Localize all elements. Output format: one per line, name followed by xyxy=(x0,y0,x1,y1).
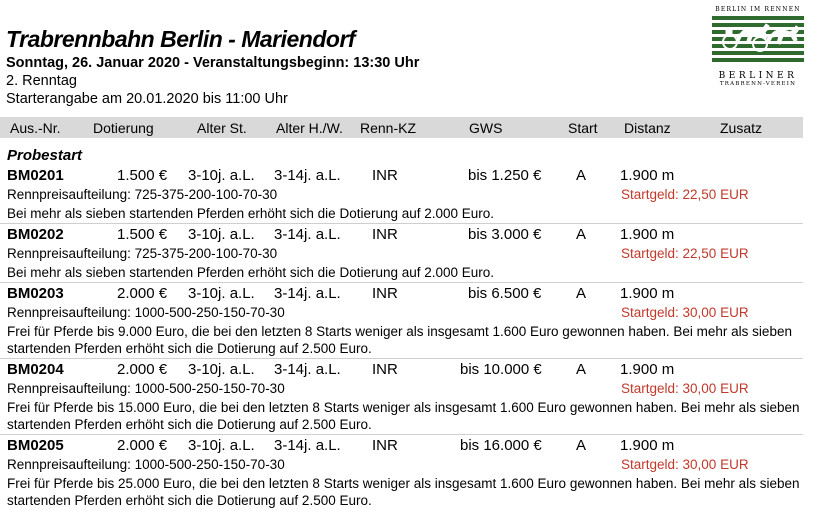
race-nr: BM0203 xyxy=(7,285,64,302)
race-start: A xyxy=(576,437,587,454)
race-preisaufteilung: Rennpreisaufteilung: 725-375-200-100-70-30 xyxy=(7,187,278,202)
col-header-alter-st: Alter St. xyxy=(197,120,247,136)
race-row xyxy=(0,226,803,281)
race-description: Frei für Pferde bis 25.000 Euro, die bei den letzten 8 Starts weniger als insgesamt 1.600 Euro gewonnen haben. Bei mehr als sieben startenden Pferden erhöht sich die Dotierung auf 2.500 Euro. xyxy=(7,476,800,508)
column-header-row xyxy=(0,117,803,138)
starterangabe-line: Starterangabe am 20.01.2020 bis 11:00 Uhr xyxy=(6,91,288,107)
race-startgeld: Startgeld: 22,50 EUR xyxy=(621,187,749,202)
race-renn-kz: INR xyxy=(372,226,398,243)
btv-logo xyxy=(712,6,804,102)
race-preisaufteilung: Rennpreisaufteilung: 1000-500-250-150-70-30 xyxy=(7,381,285,396)
race-description: Bei mehr als sieben startenden Pferden erhöht sich die Dotierung auf 2.000 Euro. xyxy=(7,265,495,280)
race-renn-kz: INR xyxy=(372,167,398,184)
race-description: Frei für Pferde bis 9.000 Euro, die bei den letzten 8 Starts weniger als insgesamt 1.600 Euro gewonnen haben. Bei mehr als sieben startenden Pferden erhöht sich die Dotierung auf 2.500 Euro. xyxy=(7,324,792,356)
col-header-ausnr: Aus.-Nr. xyxy=(10,120,61,136)
race-alter-st: 3-10j. a.L. xyxy=(188,361,255,378)
race-alter-hw: 3-14j. a.L. xyxy=(274,285,341,302)
race-start: A xyxy=(576,361,587,378)
row-divider xyxy=(0,434,803,435)
race-distanz: 1.900 m xyxy=(620,167,675,184)
row-divider xyxy=(0,282,803,283)
race-dotierung: 1.500 € xyxy=(117,226,168,243)
race-dotierung: 2.000 € xyxy=(117,285,168,302)
col-header-renn-kz: Renn-KZ xyxy=(360,120,417,136)
race-gws: bis 1.250 € xyxy=(468,167,542,184)
section-label: Probestart xyxy=(7,147,83,164)
race-row xyxy=(0,285,803,357)
race-preisaufteilung: Rennpreisaufteilung: 1000-500-250-150-70-30 xyxy=(7,305,285,320)
logo-main-text: BERLINER xyxy=(718,71,798,81)
race-alter-hw: 3-14j. a.L. xyxy=(274,226,341,243)
race-nr: BM0205 xyxy=(7,437,64,454)
race-distanz: 1.900 m xyxy=(620,437,675,454)
row-divider xyxy=(0,223,803,224)
race-startgeld: Startgeld: 30,00 EUR xyxy=(621,457,749,472)
race-preisaufteilung: Rennpreisaufteilung: 725-375-200-100-70-30 xyxy=(7,246,278,261)
race-distanz: 1.900 m xyxy=(620,285,675,302)
logo-top-text: BERLIN IM RENNEN xyxy=(715,6,801,13)
race-renn-kz: INR xyxy=(372,437,398,454)
race-nr: BM0201 xyxy=(7,167,64,184)
race-start: A xyxy=(576,167,587,184)
renntag-label: 2. Renntag xyxy=(6,73,77,89)
race-row xyxy=(0,437,803,509)
page-title: Trabrennbahn Berlin - Mariendorf xyxy=(6,26,356,52)
race-dotierung: 1.500 € xyxy=(117,167,168,184)
col-header-start: Start xyxy=(568,120,598,136)
race-renn-kz: INR xyxy=(372,361,398,378)
logo-sub-text: TRABRENN-VEREIN xyxy=(719,81,797,87)
race-distanz: 1.900 m xyxy=(620,226,675,243)
race-description: Bei mehr als sieben startenden Pferden erhöht sich die Dotierung auf 2.000 Euro. xyxy=(7,206,495,221)
race-row xyxy=(0,167,803,222)
race-startgeld: Startgeld: 30,00 EUR xyxy=(621,305,749,320)
col-header-distanz: Distanz xyxy=(624,120,671,136)
col-header-zusatz: Zusatz xyxy=(720,120,763,136)
harness-racing-icon xyxy=(712,14,804,64)
race-description: Frei für Pferde bis 15.000 Euro, die bei den letzten 8 Starts weniger als insgesamt 1.600 Euro gewonnen haben. Bei mehr als sieben startenden Pferden erhöht sich die Dotierung auf 2.500 Euro. xyxy=(7,400,800,432)
race-startgeld: Startgeld: 22,50 EUR xyxy=(621,246,749,261)
race-gws: bis 3.000 € xyxy=(468,226,542,243)
race-alter-hw: 3-14j. a.L. xyxy=(274,167,341,184)
race-dotierung: 2.000 € xyxy=(117,437,168,454)
race-preisaufteilung: Rennpreisaufteilung: 1000-500-250-150-70-30 xyxy=(7,457,285,472)
race-dotierung: 2.000 € xyxy=(117,361,168,378)
race-alter-st: 3-10j. a.L. xyxy=(188,285,255,302)
race-nr: BM0202 xyxy=(7,226,64,243)
race-startgeld: Startgeld: 30,00 EUR xyxy=(621,381,749,396)
race-start: A xyxy=(576,285,587,302)
event-date-line: Sonntag, 26. Januar 2020 - Veranstaltungsbeginn: 13:30 Uhr xyxy=(6,55,420,71)
race-nr: BM0204 xyxy=(7,361,64,378)
race-gws: bis 10.000 € xyxy=(460,361,542,378)
race-start: A xyxy=(576,226,587,243)
race-alter-hw: 3-14j. a.L. xyxy=(274,361,341,378)
col-header-gws: GWS xyxy=(469,120,503,136)
col-header-alter-hw: Alter H./W. xyxy=(276,120,343,136)
race-alter-st: 3-10j. a.L. xyxy=(188,226,255,243)
col-header-dotierung: Dotierung xyxy=(93,120,154,136)
race-distanz: 1.900 m xyxy=(620,361,675,378)
race-alter-st: 3-10j. a.L. xyxy=(188,437,255,454)
race-alter-hw: 3-14j. a.L. xyxy=(274,437,341,454)
race-row xyxy=(0,361,803,433)
race-renn-kz: INR xyxy=(372,285,398,302)
race-gws: bis 6.500 € xyxy=(468,285,542,302)
row-divider xyxy=(0,358,803,359)
document-header xyxy=(6,0,419,108)
race-alter-st: 3-10j. a.L. xyxy=(188,167,255,184)
race-gws: bis 16.000 € xyxy=(460,437,542,454)
